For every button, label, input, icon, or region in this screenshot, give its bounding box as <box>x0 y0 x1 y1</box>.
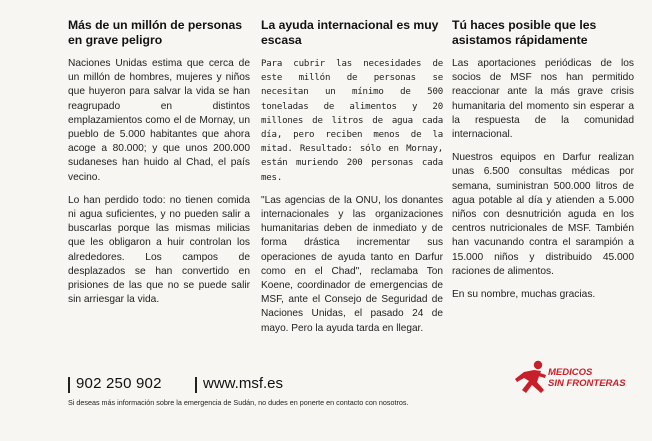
heading-aid: La ayuda internacional es muy escasa <box>261 18 439 47</box>
divider <box>195 377 197 393</box>
logo-line2: SIN FRONTERAS <box>548 378 626 389</box>
heading-donors: Tú haces posible que les asistamos rápidamente <box>452 18 597 47</box>
heading-crisis: Más de un millón de personas en grave peligro <box>68 18 243 47</box>
paragraph: Las aportaciones periódicas de los socios de MSF nos han permitido reaccionar ante la más grave crisis humanitaria del momento sin esperar a la respuesta de la comunidad internacional. <box>452 58 634 141</box>
running-figure-icon <box>508 357 552 401</box>
website-link[interactable]: www.msf.es <box>203 375 284 392</box>
paragraph: Naciones Unidas estima que cerca de un millón de hombres, mujeres y niños que huyeron para salvar la vida se han reagrupado en distintos emplazamientos como el de Mornay, un pueblo de 5.000 habitantes que ahora acoge a 80.000; y que unos 200.000 sudaneses han huido al Chad, el país vecino. <box>68 58 250 183</box>
footer-note: Si deseas más información sobre la emergencia de Sudán, no dudes en ponerte en contacto con nosotros. <box>68 398 409 407</box>
logo-line1: MEDICOS <box>548 367 593 378</box>
paragraph: Nuestros equipos en Darfur realizan unas 6.500 consultas médicas por semana, suministran 500.000 litros de agua potable al día y atienden a 5.000 niños con desnutrición aguda en los centros nutricionales de MSF. También han vacunando contra el sarampión a 15.000 niños y distribuido 45.000 raciones de alimentos. <box>452 152 634 277</box>
msf-logo <box>508 353 648 401</box>
paragraph: Lo han perdido todo: no tienen comida ni agua suficientes, y no pueden salir a buscarlas porque las mismas milicias que les obligaron a huir controlan los alrededores. Los campos de desplazados se han convertido en prisiones de las que no se puede salir sin arriesgar la vida. <box>68 194 250 306</box>
column-crisis <box>68 18 250 316</box>
column-aid <box>261 18 443 345</box>
thanks: En su nombre, muchas gracias. <box>452 289 596 301</box>
paragraph: Para cubrir las necesidades de este millón de personas se necesitan un mínimo de 500 toneladas de alimentos y 20 millones de litros de agua cada día, pero reciben menos de la mitad. Resultado: sólo en Mornay, están muriendo 200 personas cada mes. <box>261 59 443 183</box>
paragraph-quote: "Las agencias de la ONU, los donantes internacionales y las organizaciones humanitarias deben de inmediato y de forma drástica incrementar sus operaciones de ayuda tanto en Darfur como en el Chad", reclamaba Ton Koene, coordinador de emergencias de MSF, ante el Consejo de Seguridad de Naciones Unidas, el pasado 24 de mayo. Pero la ayuda tarda en llegar. <box>261 194 443 334</box>
column-donors <box>452 18 634 311</box>
divider <box>68 377 70 393</box>
phone-number[interactable]: 902 250 902 <box>76 375 162 392</box>
